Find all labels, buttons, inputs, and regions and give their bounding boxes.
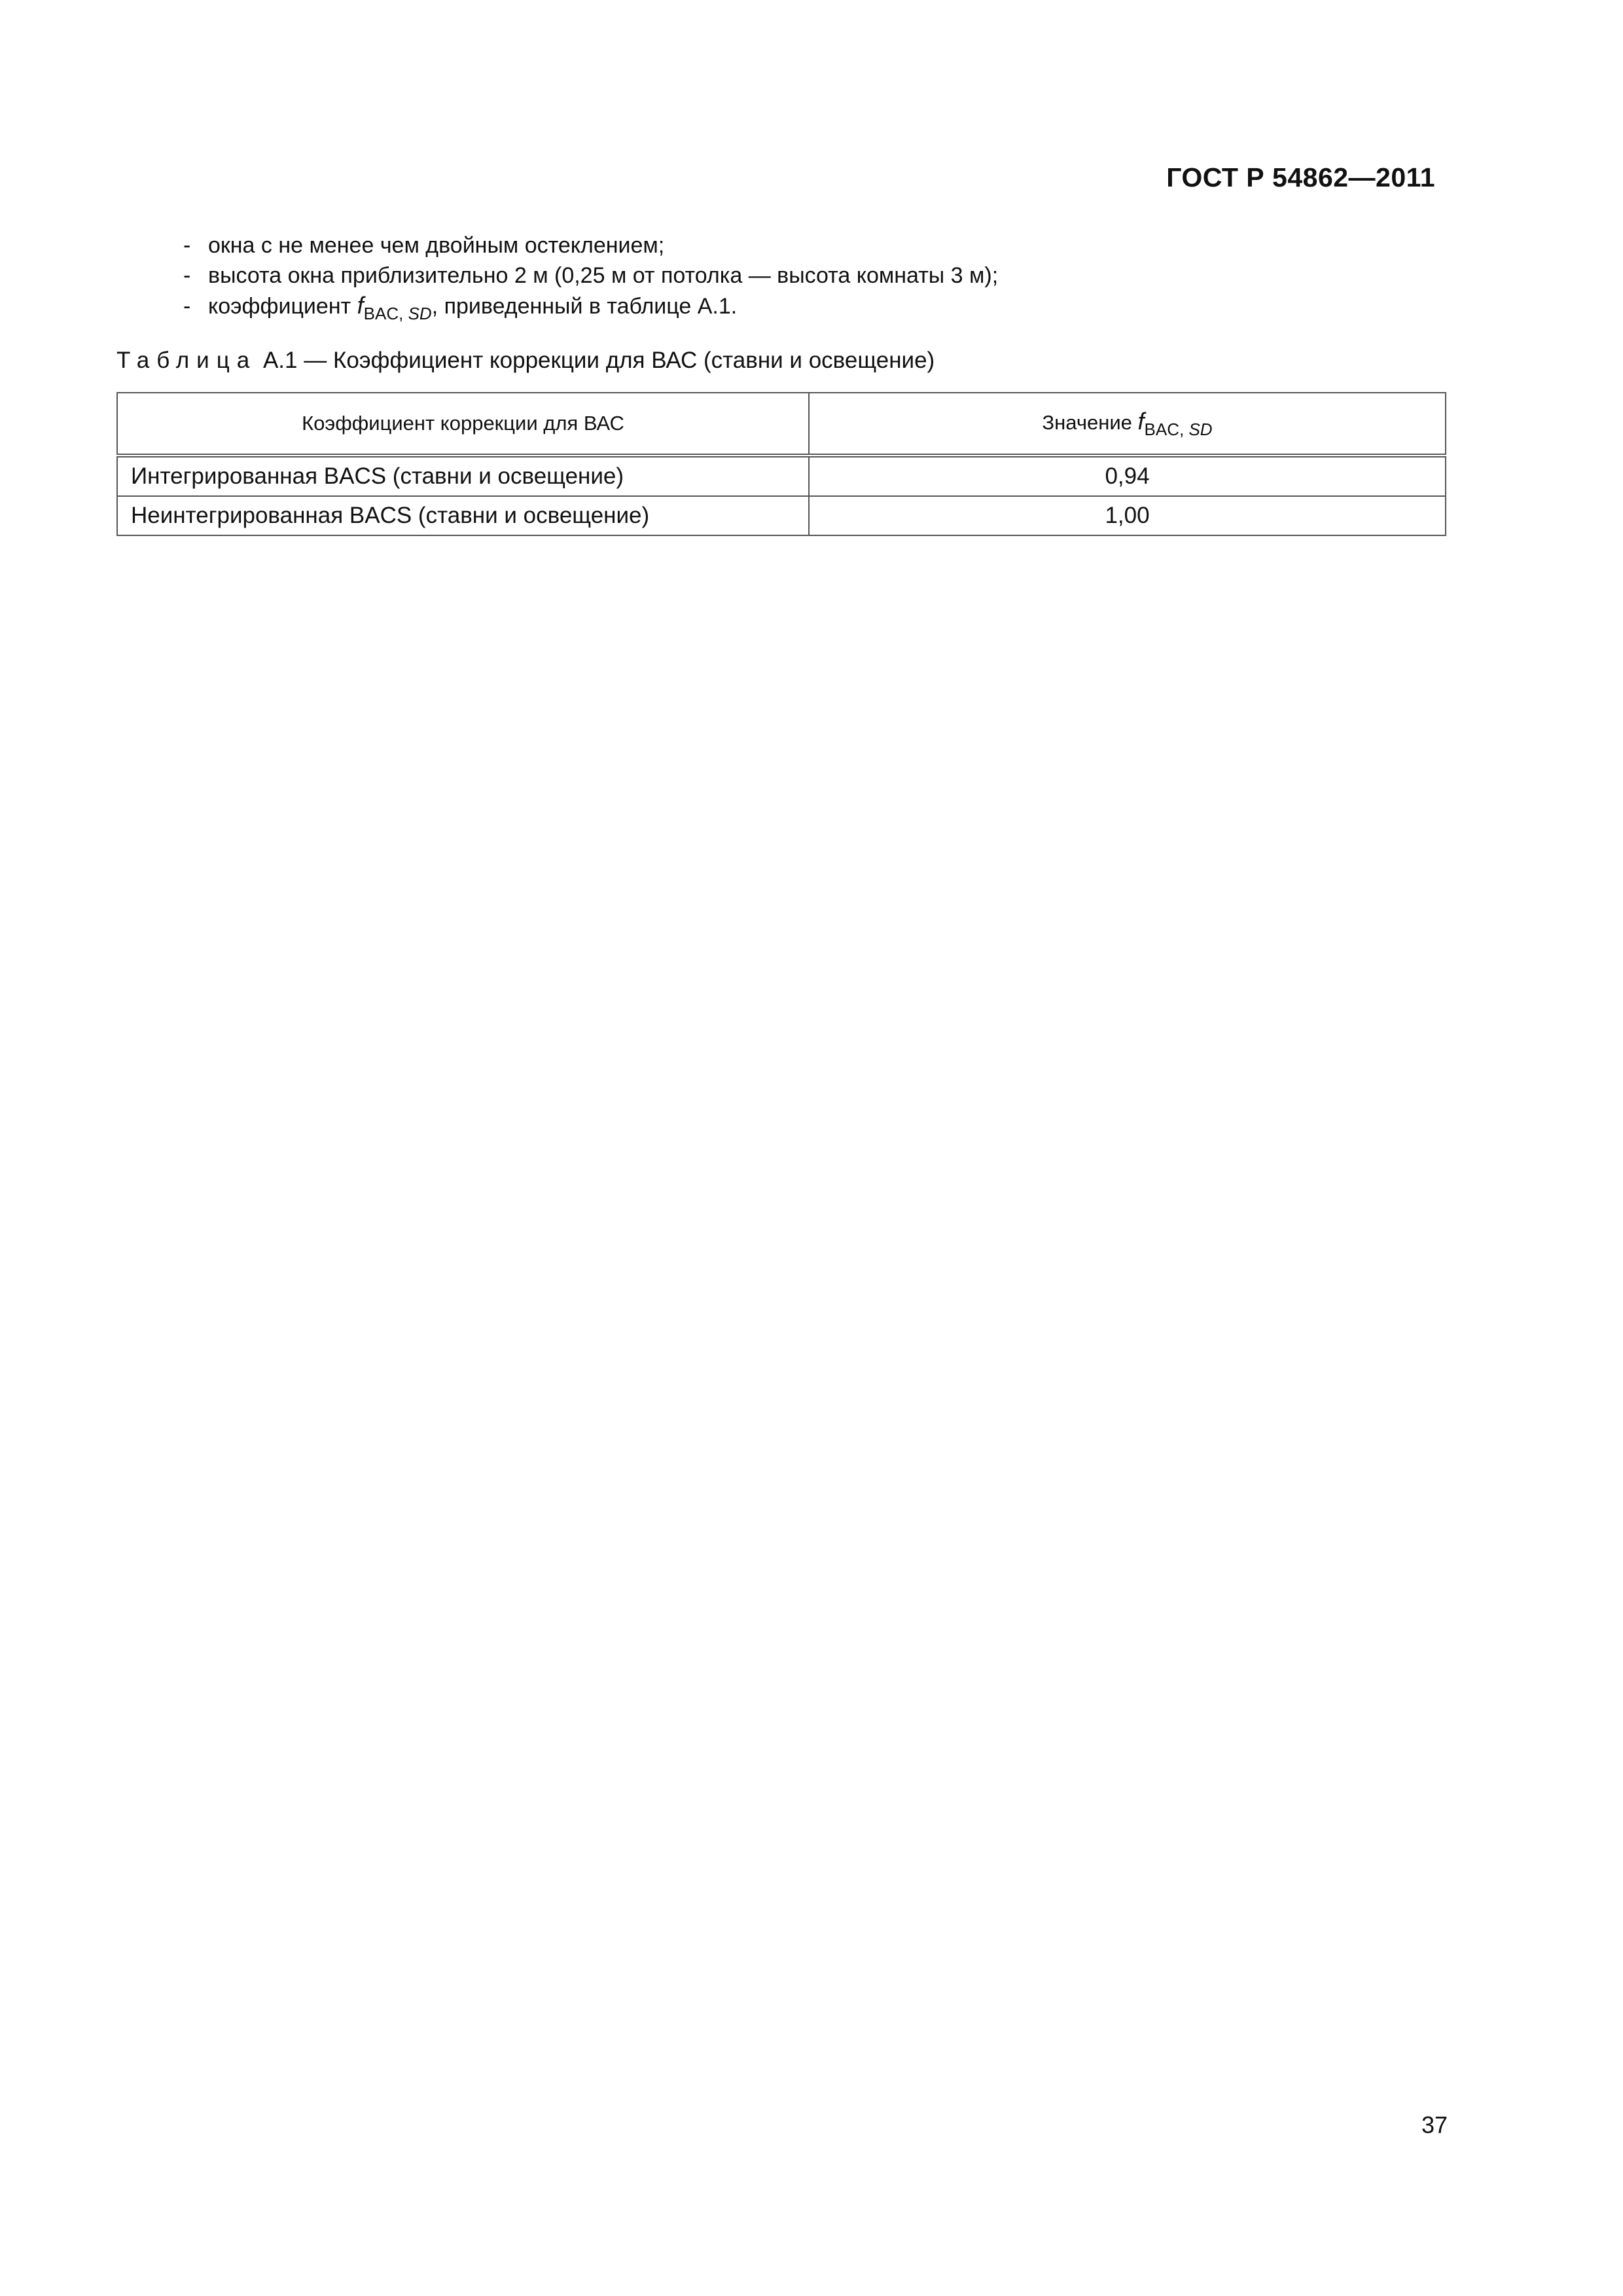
bullet-list: [183, 230, 1427, 329]
subscript-main: BAC,: [363, 304, 408, 323]
list-item-text: высота окна приблизительно 2 м (0,25 м от потолка — высота комнаты 3 м);: [208, 263, 999, 288]
row-value-cell: 0,94: [809, 456, 1446, 496]
list-item: [183, 291, 1427, 329]
correction-table: [116, 392, 1446, 536]
list-dash: -: [183, 263, 191, 288]
document-header: ГОСТ Р 54862—2011: [1166, 162, 1435, 192]
subscript-italic: SD: [408, 304, 432, 323]
coefficient-symbol: f: [357, 292, 364, 319]
table-caption: [116, 348, 935, 374]
table-row: [117, 456, 1446, 496]
list-item: [183, 260, 1427, 291]
list-item-text-tail: , приведенный в таблице А.1.: [431, 294, 738, 319]
table-row: [117, 496, 1446, 535]
subscript-main: BAC,: [1144, 419, 1189, 439]
header-coefficient-subscript: [1145, 420, 1213, 439]
list-dash: -: [183, 233, 191, 258]
list-dash: -: [183, 294, 191, 319]
table-header-row: [117, 393, 1446, 456]
row-name-cell: Неинтегрированная BACS (ставни и освещение): [117, 496, 809, 535]
header-cell-value: [809, 393, 1446, 456]
coefficient-subscript: [364, 304, 432, 323]
table-caption-label: Таблица: [116, 348, 257, 373]
list-item-text: окна с не менее чем двойным остеклением;: [208, 233, 665, 258]
header-value-text: Значение: [1042, 410, 1138, 434]
header-cell-factor: Коэффициент коррекции для ВАС: [117, 393, 809, 456]
subscript-italic: SD: [1188, 419, 1213, 439]
list-item: [183, 230, 1427, 260]
row-value-cell: 1,00: [809, 496, 1446, 535]
header-coefficient-symbol: f: [1137, 407, 1145, 435]
row-name-cell: Интегрированная BACS (ставни и освещение): [117, 456, 809, 496]
table-caption-text: А.1 — Коэффициент коррекции для ВАС (ставни и освещение): [257, 348, 935, 373]
list-item-text: коэффициент: [208, 294, 357, 319]
page-number: 37: [1421, 2111, 1448, 2138]
